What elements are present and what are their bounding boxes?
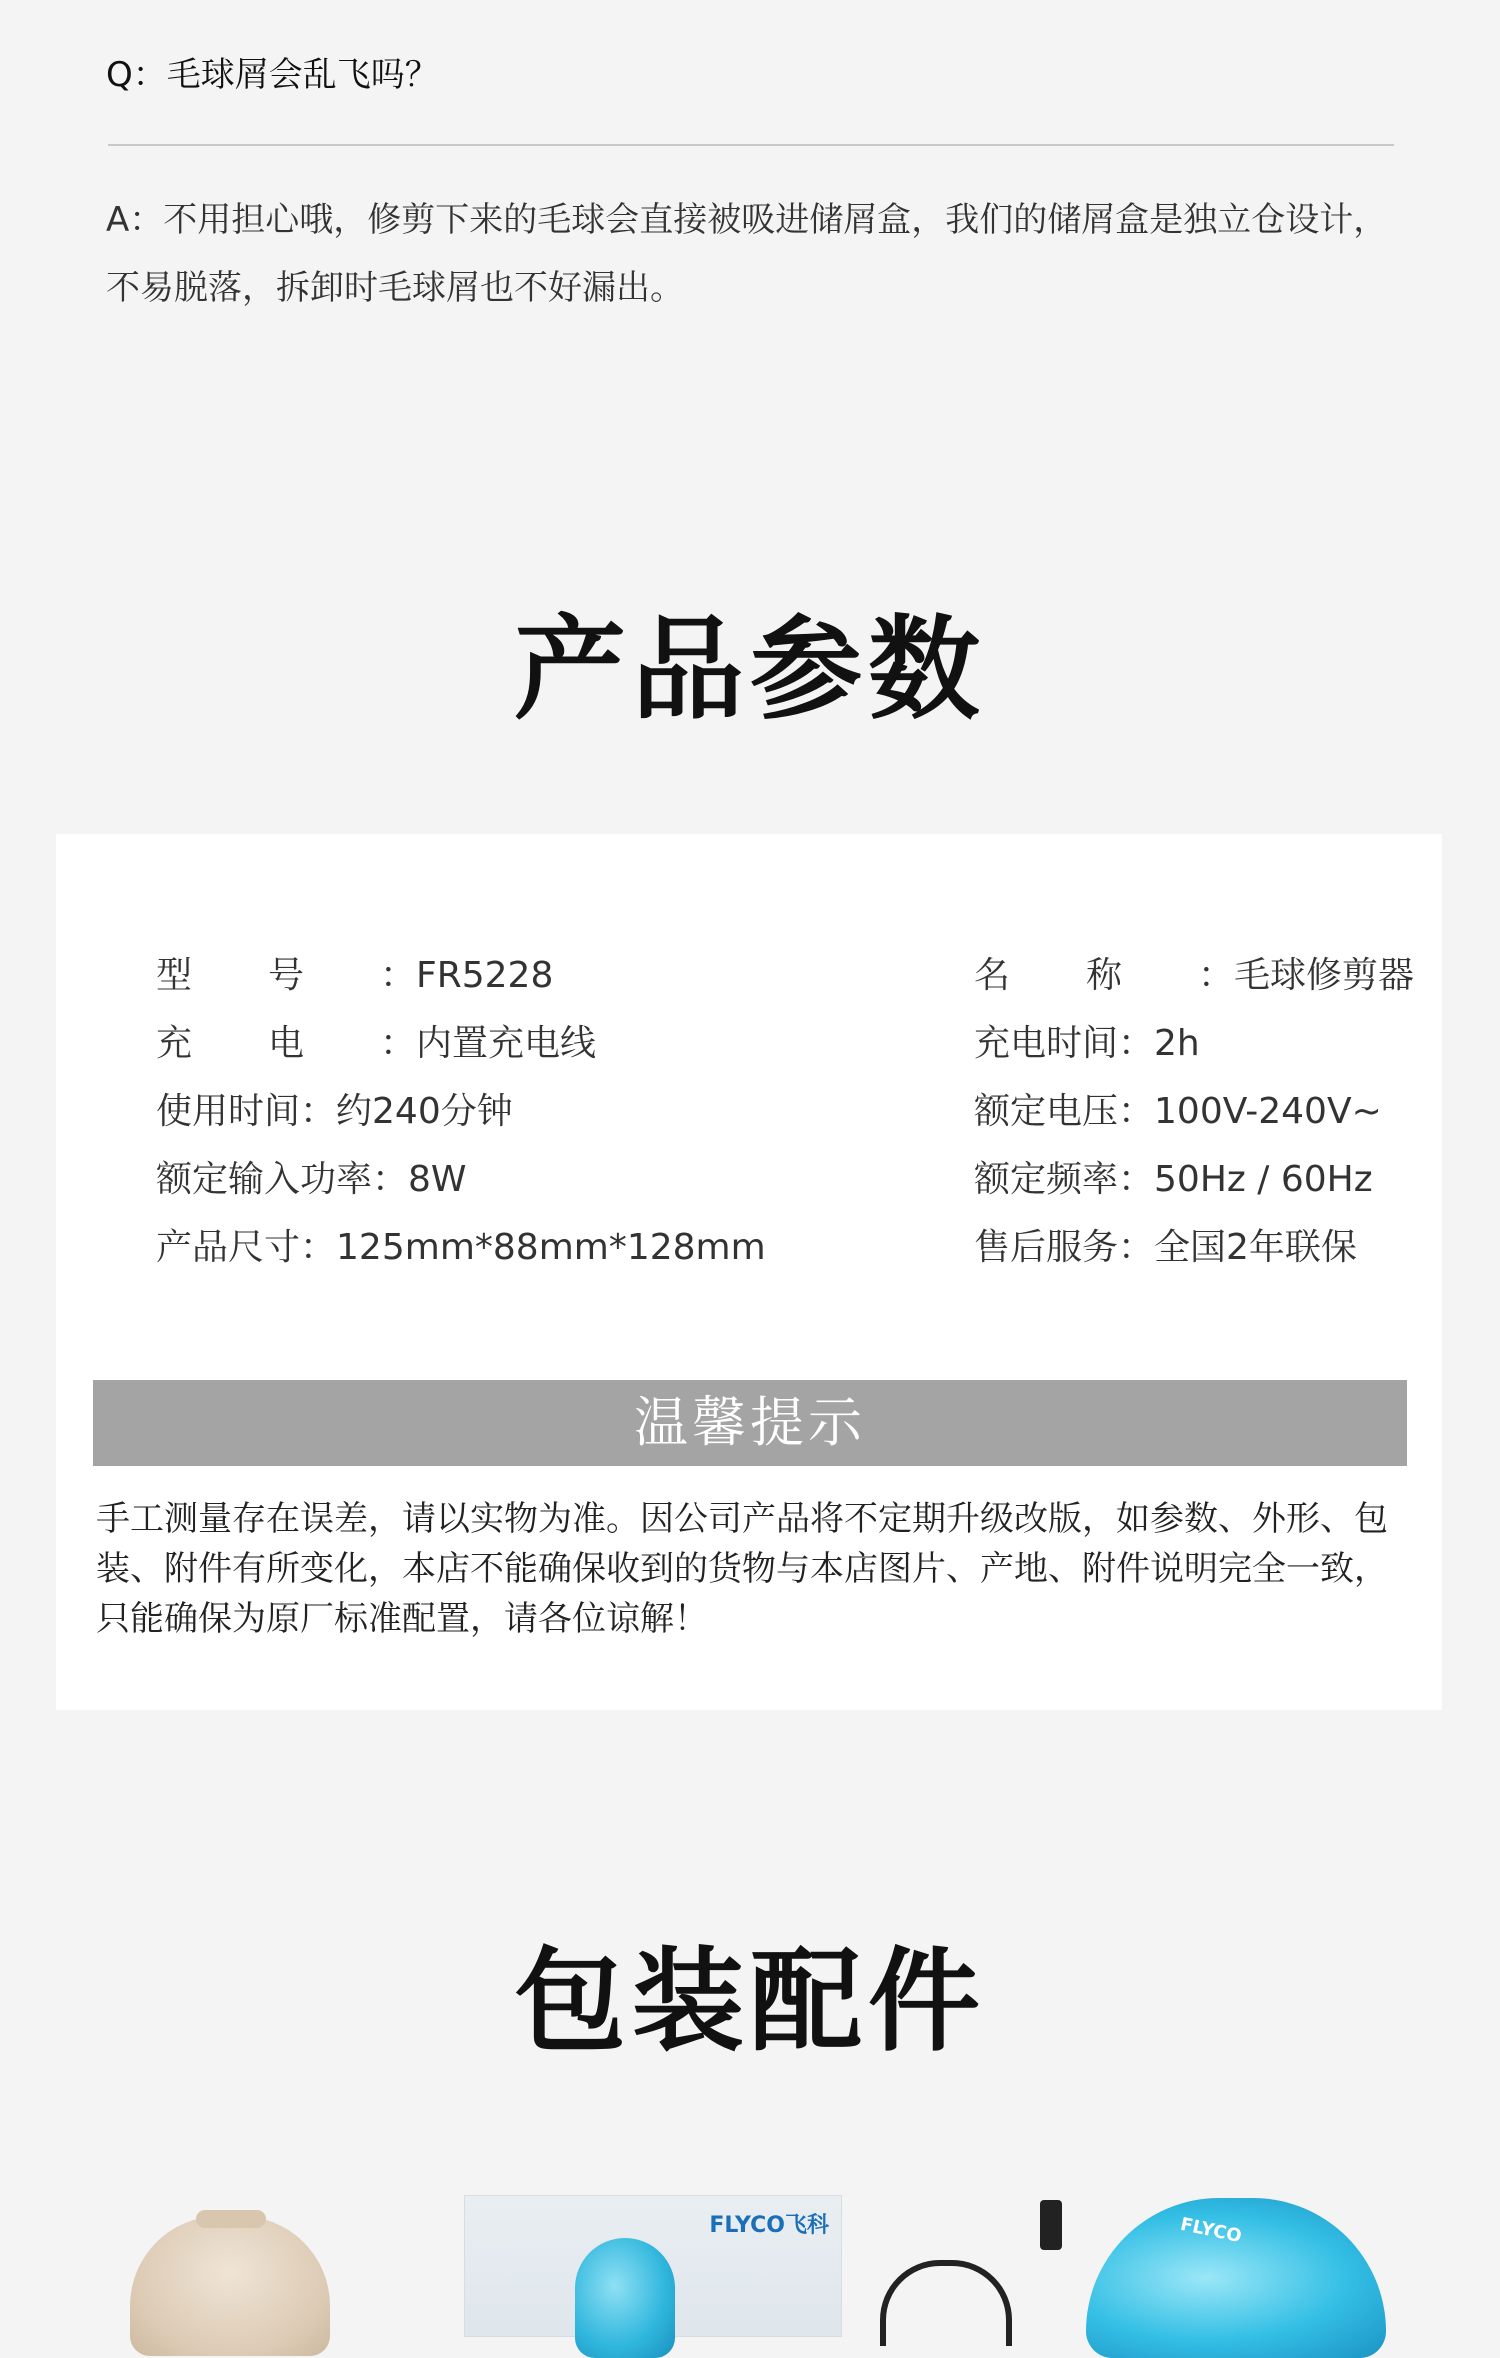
- spec-panel: [56, 834, 1442, 1710]
- pouch-image: [130, 2216, 330, 2356]
- spec-value: 毛球修剪器: [1234, 955, 1415, 996]
- spec-label: 名称: [974, 955, 1199, 996]
- faq-answer-text: A：不用担心哦，修剪下来的毛球会直接被吸进储屑盒，我们的储屑盒是独立仓设计，不易脱落，拆卸时毛球屑也不好漏出。: [106, 200, 1388, 308]
- spec-label: 售后服务: [974, 1227, 1119, 1268]
- faq-divider: [108, 144, 1394, 146]
- spec-column-left: [156, 942, 766, 1282]
- section-title-package: 包装配件: [514, 1937, 986, 2067]
- spec-row-power: [156, 1146, 766, 1214]
- spec-value: 125mm*88mm*128mm: [336, 1227, 766, 1268]
- spec-value: 8W: [408, 1159, 467, 1200]
- spec-sep: ：: [372, 1159, 409, 1200]
- faq-question-text: Q：毛球屑会乱飞吗？: [106, 55, 439, 95]
- spec-sep: ：: [1118, 1091, 1155, 1132]
- spec-row-name: [974, 942, 1414, 1010]
- spec-label: 充电: [156, 1023, 381, 1064]
- spec-value: 100V-240V~: [1154, 1091, 1382, 1132]
- spec-sep: ：: [380, 1023, 417, 1064]
- spec-row-charging: [156, 1010, 766, 1078]
- spec-value: 全国2年联保: [1154, 1227, 1357, 1268]
- spec-row-usage-time: [156, 1078, 766, 1146]
- faq-question: [106, 50, 1396, 100]
- spec-row-frequency: [974, 1146, 1414, 1214]
- spec-sep: ：: [380, 955, 417, 996]
- lint-remover-image: [1086, 2198, 1386, 2358]
- spec-label: 使用时间: [156, 1091, 301, 1132]
- spec-value: FR5228: [416, 955, 554, 996]
- spec-value: 约240分钟: [336, 1091, 513, 1132]
- spec-sep: ：: [1118, 1227, 1155, 1268]
- charging-cable-image: [880, 2260, 1012, 2346]
- spec-sep: ：: [1198, 955, 1235, 996]
- spec-row-after-sales: [974, 1214, 1414, 1282]
- spec-value: 内置充电线: [416, 1023, 597, 1064]
- pouch-tie-image: [196, 2210, 266, 2228]
- spec-row-size: [156, 1214, 766, 1282]
- box-device-image: [575, 2238, 675, 2358]
- product-box-image: [464, 2195, 842, 2337]
- spec-value: 50Hz / 60Hz: [1154, 1159, 1373, 1200]
- tip-text: 手工测量存在误差，请以实物为准。因公司产品将不定期升级改版，如参数、外形、包装、附件有所变化，本店不能确保收到的货物与本店图片、产地、附件说明完全一致，只能确保为原厂标准配置，请各位谅解！: [96, 1499, 1388, 1639]
- cable-plug-image: [1040, 2200, 1062, 2250]
- spec-label: 额定输入功率: [156, 1159, 373, 1200]
- box-brand-logo: FLYCO飞科: [709, 2213, 829, 2238]
- spec-value: 2h: [1154, 1023, 1200, 1064]
- spec-sep: ：: [300, 1091, 337, 1132]
- spec-label: 额定频率: [974, 1159, 1119, 1200]
- spec-row-model: [156, 942, 766, 1010]
- section-title-params: 产品参数: [514, 605, 986, 735]
- spec-label: 充电时间: [974, 1023, 1119, 1064]
- spec-sep: ：: [1118, 1023, 1155, 1064]
- spec-sep: ：: [1118, 1159, 1155, 1200]
- spec-row-voltage: [974, 1078, 1414, 1146]
- device-brand-logo: FLYCO: [1178, 2213, 1244, 2248]
- spec-column-right: [974, 942, 1414, 1282]
- spec-label: 产品尺寸: [156, 1227, 301, 1268]
- spec-label: 型号: [156, 955, 381, 996]
- spec-label: 额定电压: [974, 1091, 1119, 1132]
- package-photos: [0, 2180, 1500, 2322]
- spec-sep: ：: [300, 1227, 337, 1268]
- tip-title-bar: 温馨提示: [93, 1380, 1407, 1466]
- spec-row-charge-time: [974, 1010, 1414, 1078]
